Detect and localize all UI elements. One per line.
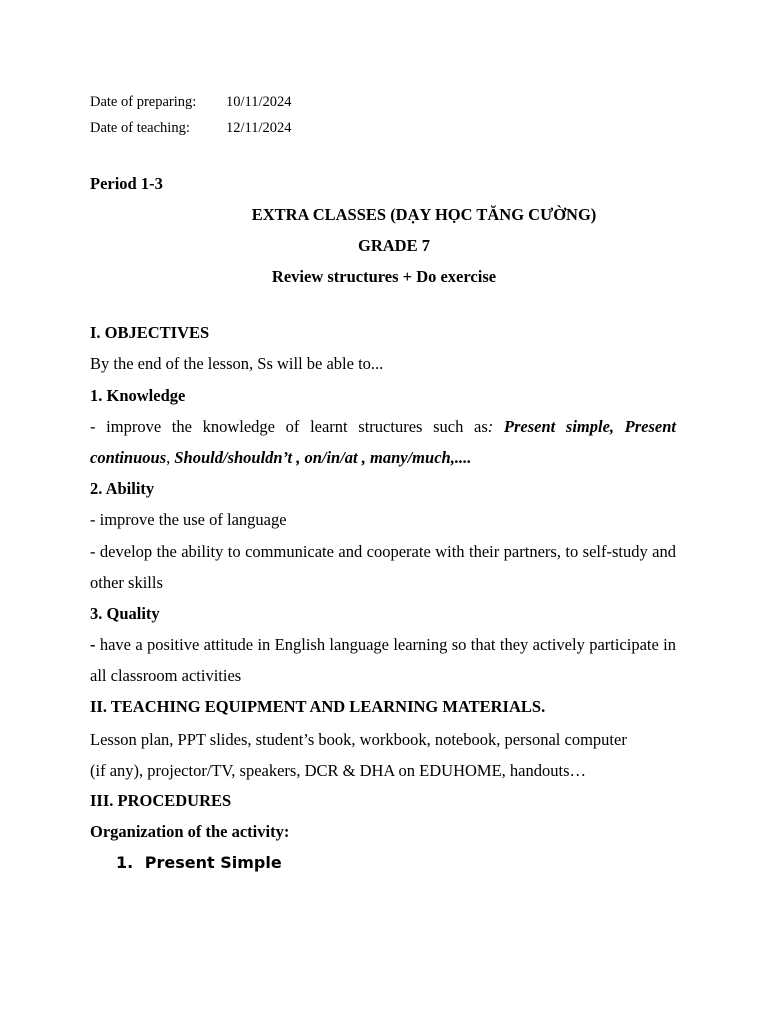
- knowledge-text: - improve the knowledge of learnt structures such as: [90, 417, 488, 436]
- ability-item-2: - develop the ability to communicate and cooperate with their partners, to self-study and other skills: [90, 542, 676, 592]
- equipment-heading: II. TEACHING EQUIPMENT AND LEARNING MATERIALS.: [90, 697, 546, 716]
- objectives-heading: I. OBJECTIVES: [90, 323, 210, 342]
- organization-label: Organization of the activity:: [90, 822, 290, 841]
- equipment-line-2: (if any), projector/TV, speakers, DCR & DHA on EDUHOME, handouts…: [90, 761, 586, 780]
- ability-item-1: - improve the use of language: [90, 510, 287, 529]
- structure-others: Should/shouldn’t , on/in/at , many/much,....: [174, 448, 472, 467]
- period-label: Period 1-3: [90, 174, 163, 193]
- structure-separator: ,: [166, 448, 175, 467]
- prep-date-value: 10/11/2024: [226, 94, 292, 110]
- ability-heading: 2. Ability: [90, 479, 155, 498]
- procedure-item-label: Present Simple: [144, 853, 282, 872]
- document-title: EXTRA CLASSES (DẠY HỌC TĂNG CƯỜNG): [251, 205, 597, 224]
- knowledge-colon: :: [487, 417, 504, 436]
- teach-date-label: Date of teaching:: [90, 120, 190, 136]
- procedure-item-number: 1.: [116, 853, 134, 872]
- quality-text: have a positive attitude in English language learning so that they actively participate in all classroom activities: [90, 635, 677, 685]
- procedure-item-1: [116, 853, 282, 872]
- equipment-line-1: Lesson plan, PPT slides, student’s book, workbook, notebook, personal computer: [90, 730, 627, 749]
- procedures-heading: III. PROCEDURES: [90, 791, 232, 810]
- prep-date-label: Date of preparing:: [90, 94, 197, 110]
- knowledge-heading: 1. Knowledge: [90, 386, 186, 405]
- teach-date-value: 12/11/2024: [226, 120, 292, 136]
- quality-heading: 3. Quality: [90, 604, 160, 623]
- knowledge-paragraph: [90, 411, 676, 473]
- structure-tenses: Present simple, Present continuous: [90, 417, 677, 467]
- quality-dash: -: [90, 635, 100, 654]
- quality-paragraph: [90, 629, 676, 691]
- lesson-subtitle: Review structures + Do exercise: [271, 267, 497, 286]
- objectives-intro: By the end of the lesson, Ss will be able to...: [90, 354, 384, 373]
- grade-label: GRADE 7: [358, 236, 430, 255]
